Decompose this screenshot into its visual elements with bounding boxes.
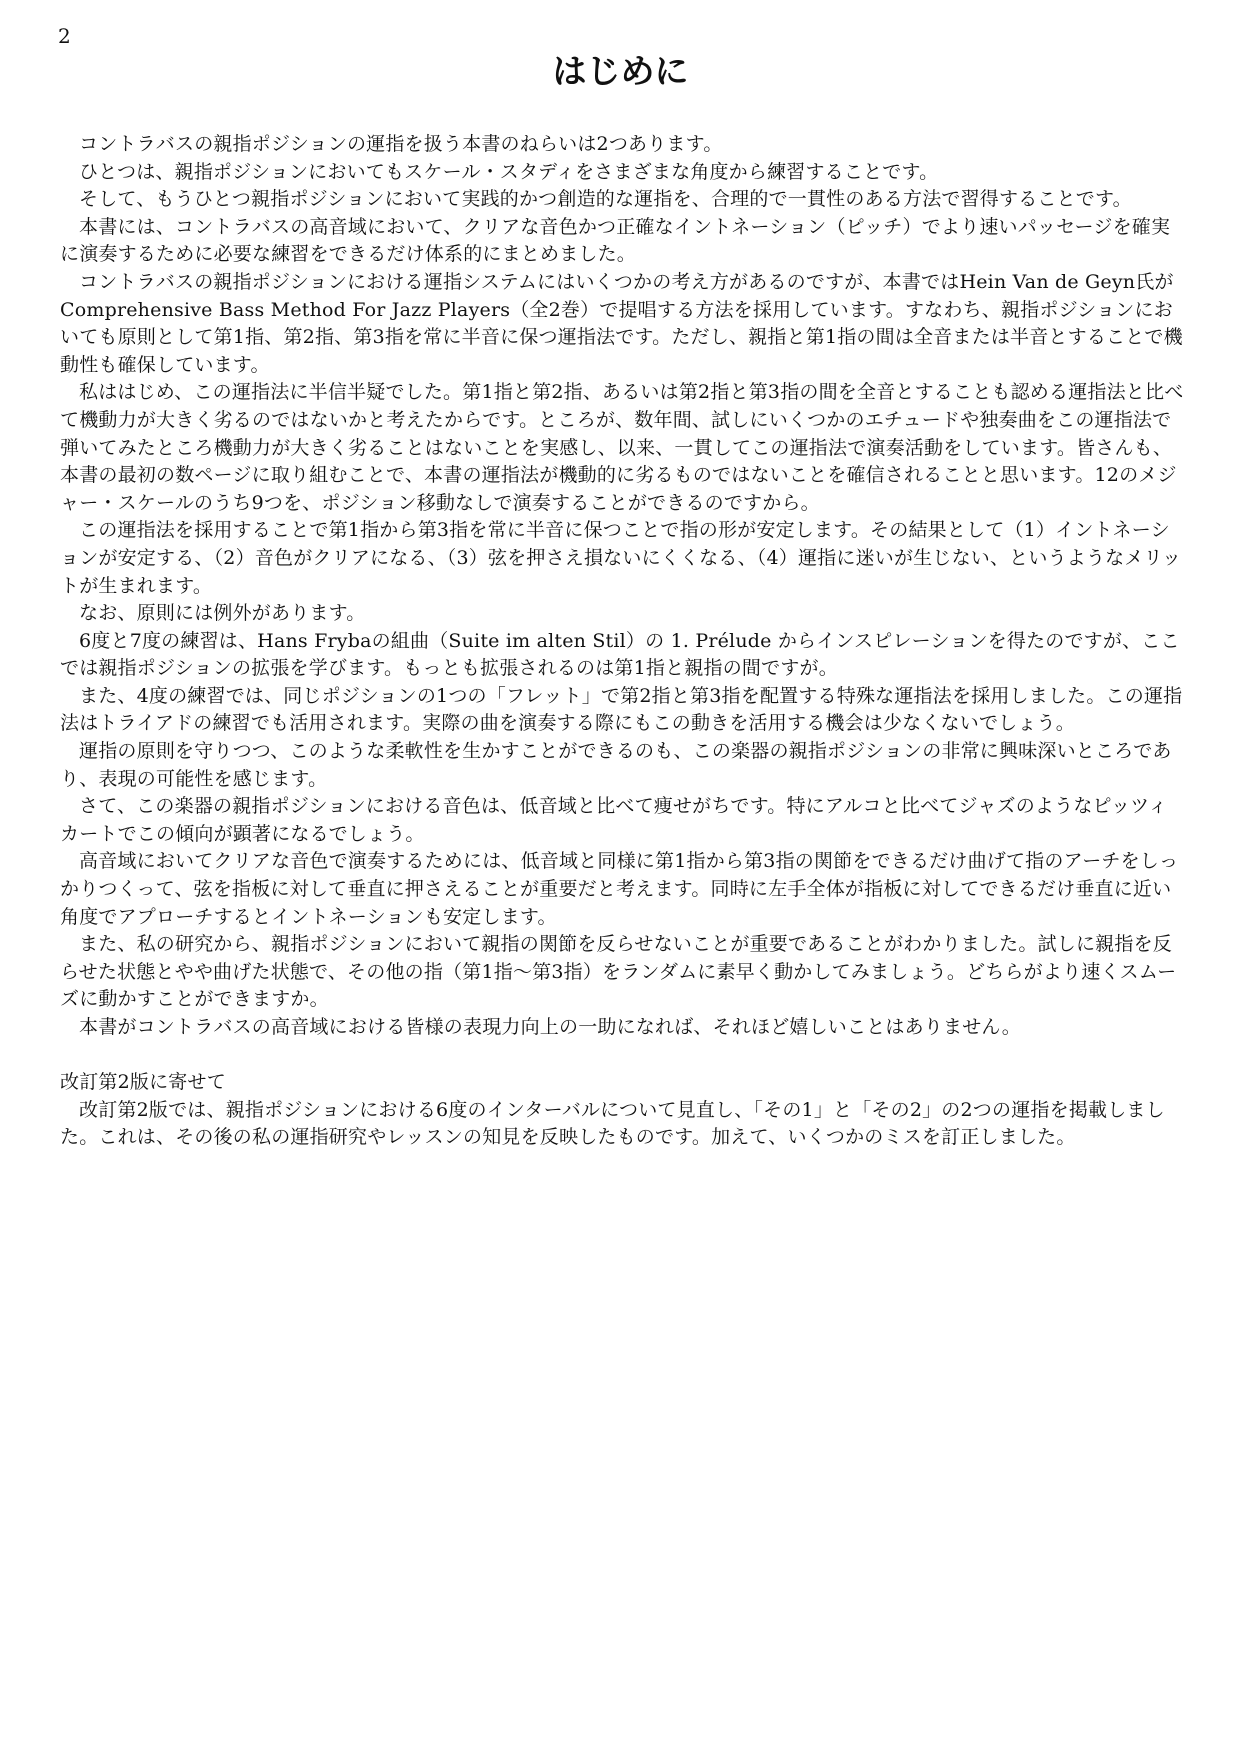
- revision-heading: 改訂第2版に寄せて: [60, 1071, 226, 1094]
- paragraph: そして、もうひとつ親指ポジションにおいて実践的かつ創造的な運指を、合理的で一貫性のある方法で習得することです。: [79, 188, 1132, 211]
- paragraph: コントラバスの親指ポジションにおける運指システムにはいくつかの考え方があるのですが、本書ではHein Van de Geyn氏が Comprehensive Bass Method For Jazz Players（全2巻）で提唱する方法を採用しています。すなわち、親指ポジションにおいても原則として第1指、第2指、第3指を常に半音に保つ運指法です。ただし、親指と第1指の間は全音または半音とすることで機動性も確保しています。: [60, 270, 1183, 376]
- paragraph: 6度と7度の練習は、Hans Frybaの組曲（Suite im alten Stil）の 1. Prélude からインスピレーションを得たのですが、ここでは親指ポジションの拡張を学びます。もっとも拡張されるのは第1指と親指の間ですが。: [60, 629, 1180, 680]
- paragraph: 私ははじめ、この運指法に半信半疑でした。第1指と第2指、あるいは第2指と第3指の間を全音とすることも認める運指法と比べて機動力が大きく劣るのではないかと考えたからです。ところが、数年間、試しにいくつかのエチュードや独奏曲をこの運指法で弾いてみたところ機動力が大きく劣ることはないことを実感し、以来、一貫してこの運指法で演奏活動をしています。皆さんも、本書の最初の数ページに取り組むことで、本書の運指法が機動的に劣るものではないことを確信されることと思います。12のメジャー・スケールのうち9つを、ポジション移動なしで演奏することができるのですから。: [60, 381, 1184, 514]
- paragraph: 本書がコントラバスの高音域における皆様の表現力向上の一助になれば、それほど嬉しいことはありません。: [79, 1016, 1021, 1038]
- paragraph: 本書には、コントラバスの高音域において、クリアな音色かつ正確なイントネーション（ピッチ）でより速いパッセージを確実に演奏するために必要な練習をできるだけ体系的にまとめました。: [60, 215, 1171, 266]
- paragraph: コントラバスの親指ポジションの運指を扱う本書のねらいは2つあります。: [79, 133, 723, 155]
- page-number: 2: [58, 24, 71, 48]
- paragraph: さて、この楽器の親指ポジションにおける音色は、低音域と比べて痩せがちです。特にアルコと比べてジャズのようなピッツィカートでこの傾向が顕著になるでしょう。: [60, 795, 1168, 845]
- paragraph: 高音域においてクリアな音色で演奏するためには、低音域と同様に第1指から第3指の関節をできるだけ曲げて指のアーチをしっかりつくって、弦を指板に対して垂直に押さえることが重要だと考えます。同時に左手全体が指板に対してできるだけ垂直に近い角度でアプローチするとイントネーションも安定します。: [60, 850, 1179, 928]
- revision-paragraph: 改訂第2版では、親指ポジションにおける6度のインターバルについて見直し、「その1」と「その2」の2つの運指を掲載しました。これは、その後の私の運指研究やレッスンの知見を反映したものです。加えて、いくつかのミスを訂正しました。: [60, 1098, 1165, 1149]
- paragraph: また、私の研究から、親指ポジションにおいて親指の関節を反らせないことが重要であることがわかりました。試しに親指を反らせた状態とやや曲げた状態で、その他の指（第1指〜第3指）をランダムに素早く動かしてみましょう。どちらがより速くスムーズに動かすことができますか。: [60, 933, 1177, 1011]
- paragraph: 運指の原則を守りつつ、このような柔軟性を生かすことができるのも、この楽器の親指ポジションの非常に興味深いところであり、表現の可能性を感じます。: [60, 740, 1172, 790]
- paragraph: ひとつは、親指ポジションにおいてもスケール・スタディをさまざまな角度から練習することです。: [79, 160, 939, 183]
- paragraph: また、4度の練習では、同じポジションの1つの「フレット」で第2指と第3指を配置する特殊な運指法を採用しました。この運指法はトライアドの練習でも活用されます。実際の曲を演奏する際にもこの動きを活用する機会は少なくないでしょう。: [60, 684, 1183, 735]
- page-title: はじめに: [552, 52, 689, 92]
- paragraph: この運指法を採用することで第1指から第3指を常に半音に保つことで指の形が安定します。その結果として（1）イントネーションが安定する、（2）音色がクリアになる、（3）弦を押さえ損ないにくくなる、（4）運指に迷いが生じない、というようなメリットが生まれます。: [60, 519, 1182, 597]
- paragraph: なお、原則には例外があります。: [79, 602, 366, 625]
- body-text: [60, 131, 1184, 1152]
